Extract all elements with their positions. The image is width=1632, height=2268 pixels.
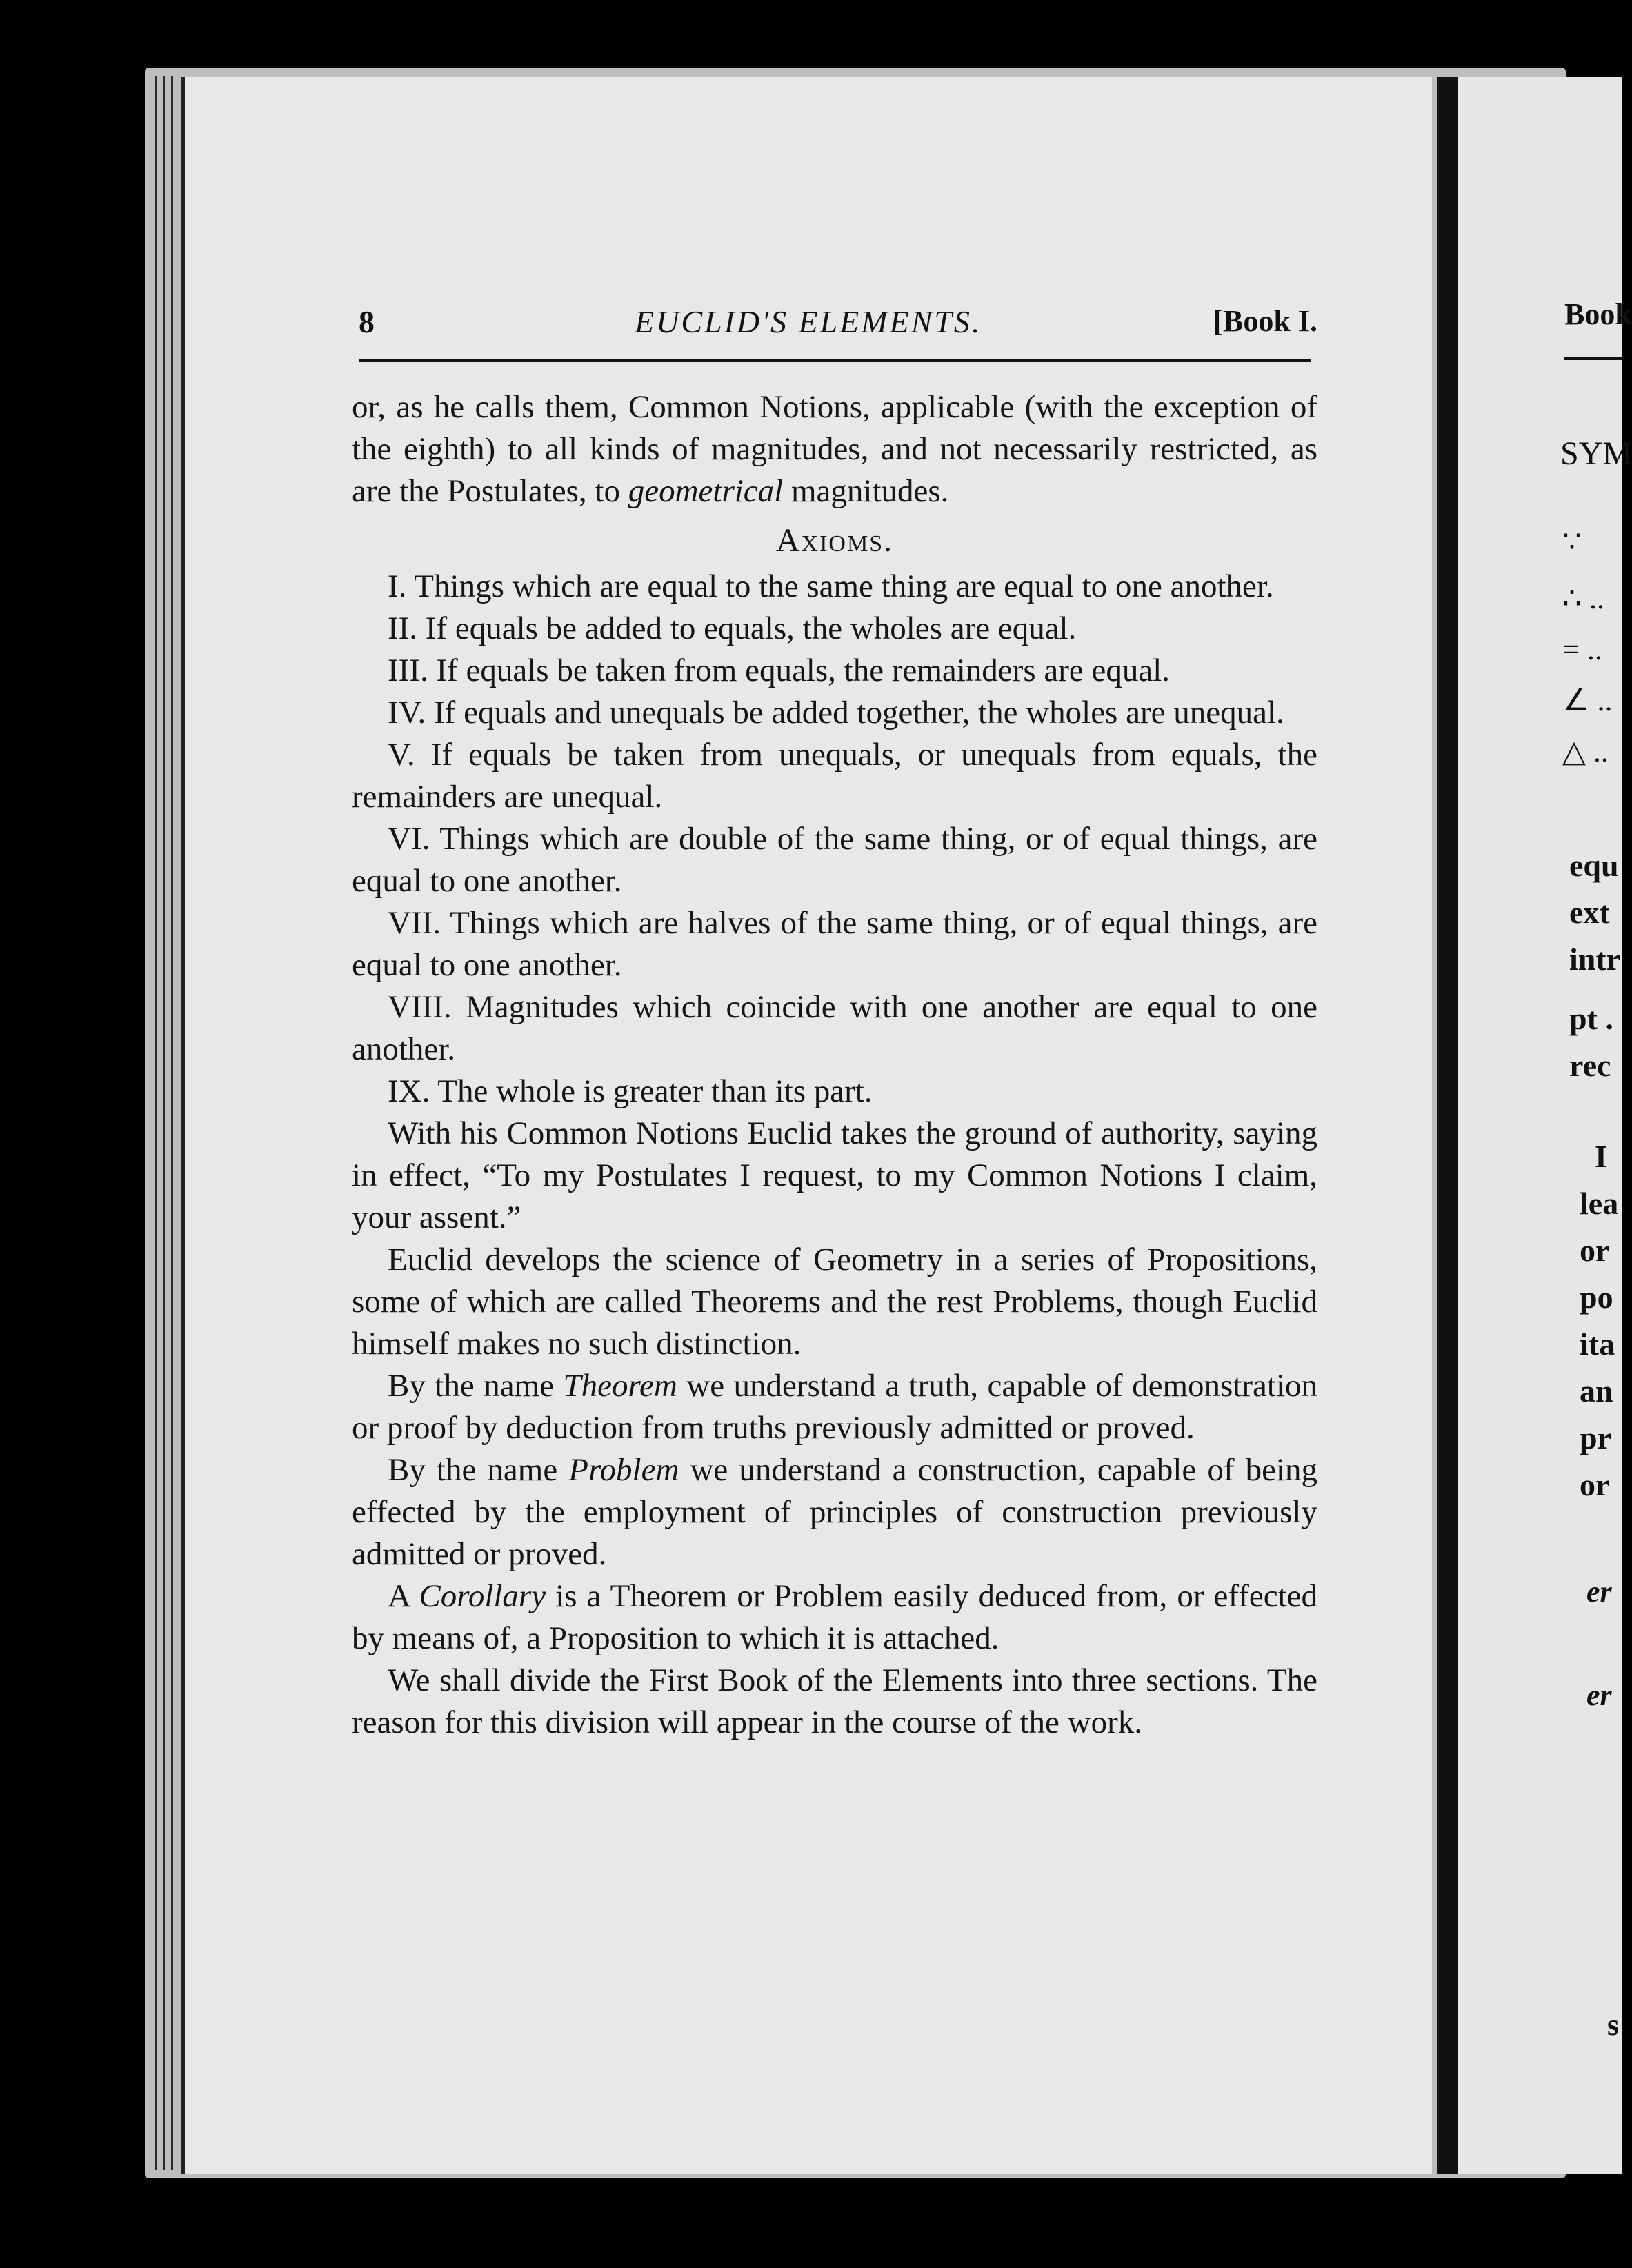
- right-word-13: er: [1586, 1575, 1612, 1609]
- book-gutter: [1437, 77, 1458, 2174]
- running-header: [359, 304, 1317, 352]
- right-word-6: lea: [1580, 1186, 1619, 1221]
- book-label: [Book I.: [1213, 304, 1317, 338]
- axiom-6: VI. Things which are double of the same thing, or of equal things, are equal to one another.: [352, 821, 1317, 899]
- right-word-10: an: [1580, 1373, 1613, 1409]
- axioms-heading: Axioms.: [775, 522, 894, 559]
- theorem-paragraph: By the name Theorem we understand a truth, capable of demonstration or proof by deduction from truths previously admitted or proved.: [352, 1368, 1318, 1446]
- running-title: EUCLID'S ELEMENTS.: [635, 304, 982, 339]
- right-header-rule: [1564, 357, 1622, 360]
- propositions-paragraph: Euclid develops the science of Geometry in a series of Propositions, some of which are called Theorems and the rest Problems, though Euclid himself makes no such distinction.: [352, 1242, 1317, 1362]
- right-word-7: or: [1580, 1233, 1610, 1268]
- right-word-11: pr: [1580, 1420, 1611, 1455]
- header-rule: [359, 359, 1311, 362]
- page-body: [352, 386, 1317, 1744]
- right-word-5: I: [1595, 1139, 1607, 1174]
- intro-paragraph: or, as he calls them, Common Notions, applicable (with the exception of the eighth) to all kinds of magnitudes, and not necessarily restricted, as are the Postulates, to geometrical magnitudes.: [352, 389, 1317, 509]
- page-number: 8: [359, 304, 375, 339]
- right-symbol-0: ∵: [1562, 525, 1582, 559]
- common-notions-paragraph: With his Common Notions Euclid takes the ground of authority, saying in effect, “To my Postulates I request, to my Common Notions I claim, your assent.”: [352, 1115, 1317, 1235]
- right-symbol-4: △ ..: [1562, 735, 1609, 768]
- right-word-1: ext: [1569, 895, 1610, 930]
- right-symbol-1: ∴ ..: [1562, 581, 1604, 615]
- right-page: [1458, 77, 1622, 2174]
- axiom-3: III. If equals be taken from equals, the remainders are equal.: [388, 653, 1171, 688]
- axiom-1: I. Things which are equal to the same thing are equal to one another.: [388, 568, 1274, 604]
- axiom-9: IX. The whole is greater than its part.: [388, 1073, 873, 1109]
- right-word-4: rec: [1569, 1048, 1611, 1083]
- problem-paragraph: By the name Problem we understand a construction, capable of being effected by the employment of principles of construction previously admitted or proved.: [352, 1452, 1317, 1572]
- right-word-12: or: [1580, 1467, 1610, 1502]
- axiom-7: VII. Things which are halves of the same thing, or of equal things, are equal to one another.: [352, 905, 1317, 983]
- right-header-fragment: Book: [1564, 297, 1632, 331]
- corollary-paragraph: A Corollary is a Theorem or Problem easily deduced from, or effected by means of, a Proposition to which it is attached.: [352, 1578, 1318, 1656]
- axiom-8: VIII. Magnitudes which coincide with one another are equal to one another.: [352, 989, 1317, 1067]
- right-word-0: equ: [1569, 848, 1619, 883]
- right-symbol-2: = ..: [1562, 633, 1602, 666]
- right-sym-fragment: SYM: [1560, 435, 1632, 472]
- right-word-9: ita: [1580, 1326, 1615, 1362]
- right-word-8: po: [1580, 1280, 1613, 1315]
- right-symbol-3: ∠ ..: [1562, 684, 1613, 717]
- right-word-14: er: [1586, 1678, 1612, 1712]
- right-word-2: intr: [1569, 942, 1621, 977]
- axiom-5: V. If equals be taken from unequals, or unequals from equals, the remainders are unequal.: [352, 737, 1317, 815]
- divide-paragraph: We shall divide the First Book of the Elements into three sections. The reason for this division will appear in the course of the work.: [352, 1662, 1317, 1740]
- axiom-4: IV. If equals and unequals be added together, the wholes are unequal.: [388, 695, 1284, 730]
- axiom-2: II. If equals be added to equals, the wholes are equal.: [388, 610, 1077, 646]
- right-word-3: pt .: [1569, 1001, 1613, 1036]
- right-word-15: s: [1607, 2008, 1620, 2042]
